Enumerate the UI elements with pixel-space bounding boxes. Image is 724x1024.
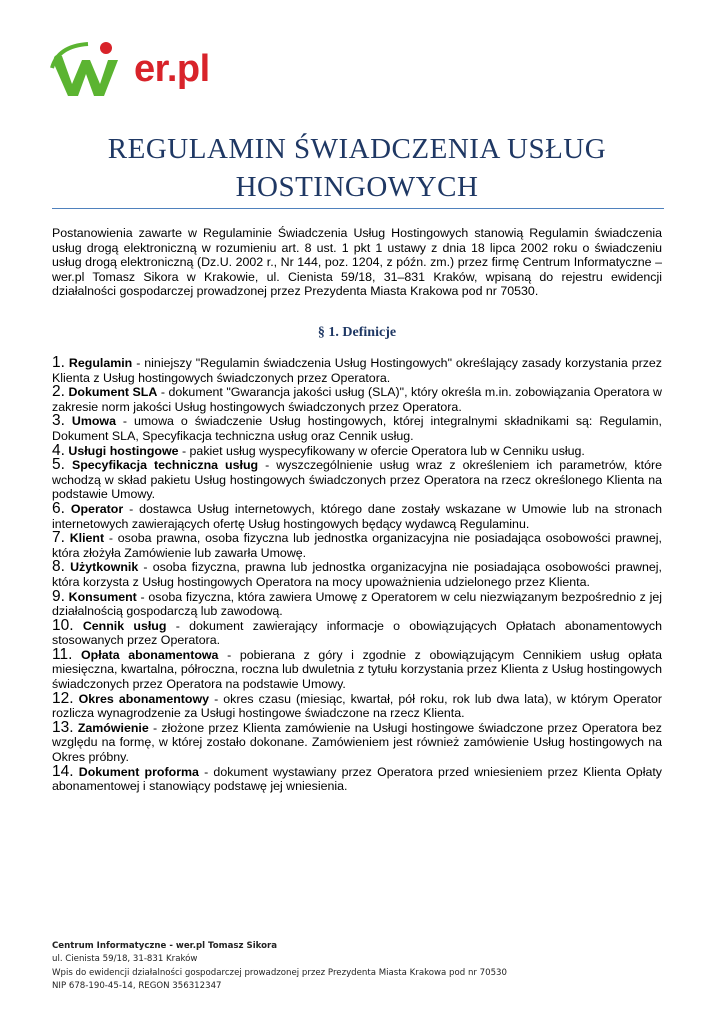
definition-number: 7.: [52, 529, 65, 547]
definition-term: Okres abonamentowy: [78, 691, 210, 706]
definition-item: [52, 414, 662, 443]
definition-text: - okres czasu (miesiąc, kwartał, pół roku, rok lub dwa lata), w którym Operator rozlicza wynagrodzenie za Usługi hostingowe świadczone na rzecz Klienta.: [52, 691, 662, 721]
definition-text: - pakiet usług wyspecyfikowany w ofercie Operatora lub w Cenniku usług.: [178, 443, 585, 458]
definition-text: - osoba prawna, osoba fizyczna lub jednostka organizacyjna nie posiadająca osobowości prawnej, która złożyła Zamówienie lub zawarła Umowę.: [52, 531, 662, 560]
definition-number: 5.: [52, 456, 65, 474]
definition-number: 13.: [52, 718, 74, 736]
definition-text: - umowa o świadczenie Usług hostingowych, której integralnymi składnikami są: Regulamin, Dokument SLA, Specyfikacja techniczna usług oraz Cennik usług.: [52, 414, 662, 443]
definition-term: Klient: [69, 531, 105, 546]
definition-number: 11.: [52, 645, 73, 663]
intro-paragraph: Postanowienia zawarte w Regulaminie Świadczenia Usług Hostingowych stanowią Regulamin świadczenia usług drogą elektroniczną w rozumieniu art. 8 ust. 1 pkt 1 ustawy z dnia 18 lipca 2002 roku o świadczeniu usług drogą elektroniczną (Dz.U. 2002 r., Nr 144, poz. 1204, z późn. zm.) przez firmę Centrum Informatyczne – wer.pl Tomasz Sikora w Krakowie, ul. Cienista 59/18, 31–831 Kraków, wpisaną do rejestru ewidencji działalności gospodarczej prowadzonej przez Prezydenta Miasta Krakowa pod nr 70530.: [52, 226, 662, 299]
logo-text: er.pl: [134, 48, 210, 90]
definition-text: - osoba fizyczna, prawna lub jednostka organizacyjna nie posiadająca osobowości prawnej, która korzysta z Usług hostingowych Operatora na mocy upoważnienia udzielonego przez Klienta.: [52, 560, 662, 589]
footer-address: ul. Cienista 59/18, 31-831 Kraków: [52, 954, 198, 965]
footer-ids: NIP 678-190-45-14, REGON 356312347: [52, 980, 222, 991]
definition-text: - pobierana z góry i zgodnie z obowiązującym Cennikiem usług opłata miesięczna, kwartalna, półroczna, roczna lub dwuletnia z tytułu korzystania przez Klienta z Usług hostingowych świadczonych przez Operatora na podstawie Umowy.: [52, 647, 662, 692]
definition-term: Dokument SLA: [68, 385, 158, 400]
definition-item: [52, 616, 662, 648]
footer-company: Centrum Informatyczne - wer.pl Tomasz Sikora: [52, 941, 278, 951]
definition-term: Użytkownik: [70, 560, 139, 575]
definition-text: - wyszczególnienie usług wraz z określeniem ich parametrów, które wchodzą w skład pakietu Usług hostingowych świadczonych przez Operatora na rzecz określonego Klienta na podstawie Umowy.: [52, 458, 662, 502]
definition-term: Umowa: [71, 414, 116, 429]
definition-term: Usługi hostingowe: [68, 443, 179, 458]
definition-text: - osoba fizyczna, która zawiera Umowę z Operatorem w celu niezwiązanym bezpośrednio z jej działalnością gospodarczą lub zawodową.: [52, 589, 662, 619]
definitions-list: [52, 356, 662, 794]
definition-number: 10.: [52, 616, 74, 634]
definition-term: Cennik usług: [82, 618, 167, 633]
definition-term: Dokument proforma: [78, 764, 199, 779]
definition-number: 8.: [52, 558, 65, 576]
definition-term: Opłata abonamentowa: [81, 647, 219, 662]
section-heading: § 1. Definicje: [317, 325, 397, 340]
definition-item: [52, 385, 662, 414]
definition-term: Operator: [70, 501, 124, 516]
definition-text: - niniejszy "Regulamin świadczenia Usług Hostingowych" określający zasady korzystania przez Klienta z Usług hostingowych świadczonych przez Operatora.: [52, 356, 662, 385]
definition-term: Specyfikacja techniczna usług: [71, 458, 259, 473]
definition-number: 6.: [52, 499, 65, 517]
definition-item: [52, 441, 662, 459]
definition-text: - dostawca Usług internetowych, którego dane zostały wskazane w Umowie lub na stronach internetowych zawierających ofertę Usług hostingowych będący wydawcą Regulaminu.: [52, 501, 662, 531]
definition-item: [52, 531, 662, 560]
definition-number: 14.: [52, 762, 74, 780]
footer-registry: Wpis do ewidencji działalności gospodarczej prowadzonej przez Prezydenta Miasta Krakowa pod nr 70530: [52, 967, 507, 978]
definition-number: 12.: [52, 689, 74, 707]
definition-item: [52, 587, 662, 619]
definition-number: 9.: [52, 587, 65, 605]
logo-w-mark-icon: [48, 38, 138, 104]
definition-text: - dokument zawierający informacje o obowiązujących Opłatach abonamentowych stosowanych przez Operatora.: [52, 618, 662, 648]
definition-number: 3.: [52, 412, 65, 430]
page-title: REGULAMIN ŚWIADCZENIA USŁUG HOSTINGOWYCH: [107, 133, 607, 203]
definition-item: [52, 356, 662, 385]
company-logo: [48, 38, 210, 104]
definition-item: [52, 689, 662, 721]
definition-text: - dokument wystawiany przez Operatora przed wniesieniem przez Klienta Opłaty abonamentowej i stanowiący podstawę jej wniesienia.: [52, 764, 662, 794]
definition-item: [52, 458, 662, 502]
definition-number: 1.: [52, 354, 65, 371]
definition-item: [52, 499, 662, 531]
footer: [52, 940, 672, 993]
definition-term: Regulamin: [68, 356, 133, 370]
title-divider: [52, 208, 664, 209]
definition-item: [52, 762, 662, 794]
definition-text: - dokument "Gwarancja jakości usług (SLA)", który określa m.in. zobowiązania Operatora w zakresie norm jakości Usług hostingowych świadczonych przez Operatora.: [52, 385, 662, 414]
definition-item: [52, 560, 662, 589]
definition-term: Zamówienie: [77, 720, 149, 735]
definition-term: Konsument: [68, 589, 137, 604]
definition-text: - złożone przez Klienta zamówienie na Usługi hostingowe świadczone przez Operatora bez względu na formę, w której zostało dokonane. Zamówieniem jest również zamówienie Usług hostingowych na Okres próbny.: [52, 720, 662, 765]
definition-number: 2.: [52, 383, 65, 401]
definition-item: [52, 718, 662, 765]
definition-item: [52, 645, 662, 692]
definition-number: 4.: [52, 441, 65, 459]
